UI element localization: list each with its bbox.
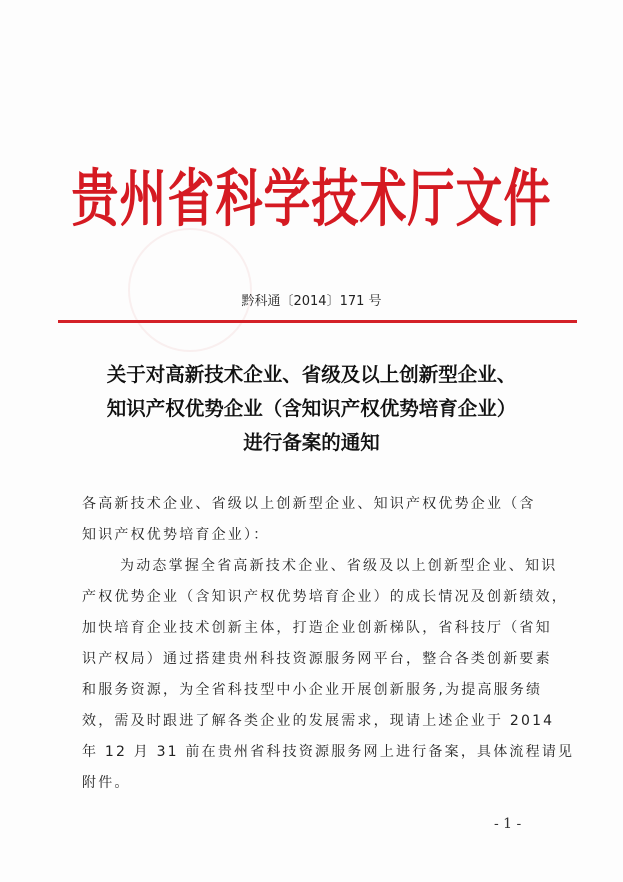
- paragraph-line: 效，需及时跟进了解各类企业的发展需求，现请上述企业于 2014: [82, 713, 555, 729]
- paragraph-line: 加快培育企业技术创新主体，打造企业创新梯队，省科技厅（省知: [82, 620, 552, 636]
- paragraph-line: 附件。: [82, 775, 131, 791]
- document-header-title: 贵州省科学技术厅文件: [71, 163, 552, 236]
- document-number: 黔科通〔2014〕171 号: [241, 294, 382, 309]
- red-separator-line: [58, 320, 577, 323]
- paragraph-line: 和服务资源，为全省科技型中小企业开展创新服务,为提高服务绩: [82, 682, 543, 698]
- paragraph-line: 识产权局）通过搭建贵州科技资源服务网平台，整合各类创新要素: [82, 651, 552, 667]
- notice-title-line: 关于对高新技术企业、省级及以上创新型企业、: [106, 363, 517, 386]
- notice-title-line: 知识产权优势企业（含知识产权优势培育企业）: [106, 397, 517, 420]
- salutation-line: 知识产权优势培育企业）：: [82, 527, 270, 543]
- notice-body: [82, 489, 575, 799]
- page-number: - 1 -: [494, 816, 522, 832]
- salutation-line: 各高新技术企业、省级以上创新型企业、知识产权优势企业（含: [82, 496, 536, 512]
- paragraph-line: 年 12 月 31 前在贵州省科技资源服务网上进行备案，具体流程请见: [82, 744, 575, 760]
- notice-title-line: 进行备案的通知: [243, 431, 380, 454]
- paragraph-line: 为动态掌握全省高新技术企业、省级及以上创新型企业、知识: [120, 558, 558, 574]
- notice-title: [60, 358, 563, 460]
- paragraph-line: 产权优势企业（含知识产权优势培育企业）的成长情况及创新绩效，: [82, 589, 568, 605]
